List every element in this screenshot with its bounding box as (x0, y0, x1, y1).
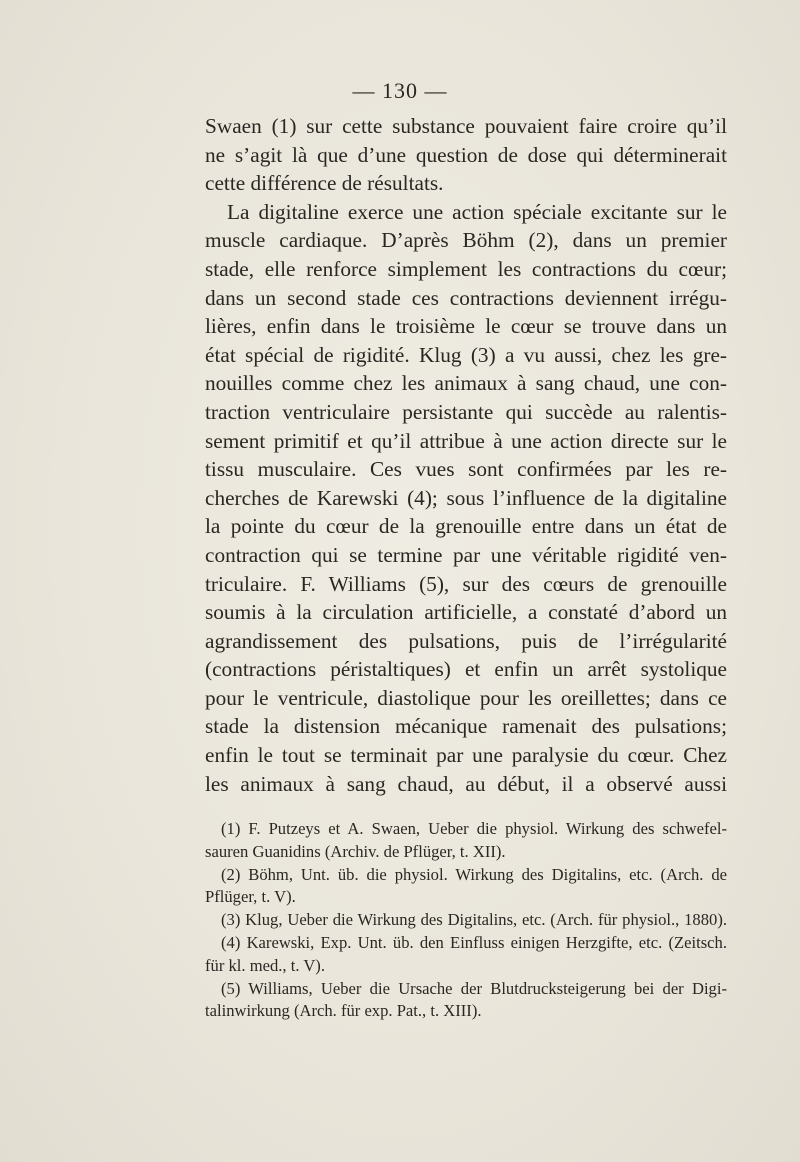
body-line: triculaire. F. Williams (5), sur des cœurs de grenouille (205, 571, 727, 596)
footnote-line: talinwirkung (Arch. für exp. Pat., t. XIII). (205, 1001, 482, 1021)
page-number: — 130 — (352, 78, 448, 103)
body-text (205, 112, 727, 798)
body-line: traction ventriculaire persistante qui succède au ralentis- (205, 399, 727, 424)
body-line: soumis à la circulation artificielle, a constaté d’abord un (205, 600, 727, 625)
body-line: nouilles comme chez les animaux à sang chaud, une con- (205, 371, 727, 396)
body-line: sement primitif et qu’il attribue à une action directe sur le (205, 428, 727, 453)
body-line: contraction qui se termine par une véritable rigidité ven- (205, 542, 727, 567)
body-line: stade la distension mécanique ramenait des pulsations; (205, 714, 727, 739)
footnote-line: (3) Klug, Ueber die Wirkung des Digitalins, etc. (Arch. für physiol., 1880). (221, 910, 727, 930)
body-line: agrandissement des pulsations, puis de l’irrégularité (205, 628, 727, 653)
body-line: pour le ventricule, diastolique pour les oreillettes; dans ce (205, 685, 727, 710)
footnote-line: (1) F. Putzeys et A. Swaen, Ueber die physiol. Wirkung des schwefel- (221, 819, 727, 838)
body-line: cette différence de résultats. (205, 171, 444, 196)
body-line: muscle cardiaque. D’après Böhm (2), dans un premier (205, 228, 727, 253)
body-line: (contractions péristaltiques) et enfin un arrêt systolique (205, 657, 727, 682)
body-line: cherches de Karewski (4); sous l’influence de la digitaline (205, 485, 727, 510)
body-line: état spécial de rigidité. Klug (3) a vu aussi, chez les gre- (205, 342, 727, 367)
body-line: la pointe du cœur de la grenouille entre dans un état de (205, 514, 727, 539)
body-line: les animaux à sang chaud, au début, il a observé aussi (205, 771, 727, 796)
body-line: enfin le tout se terminait par une paralysie du cœur. Chez (205, 743, 727, 768)
footnote-line: für kl. med., t. V). (205, 955, 325, 975)
body-line: dans un second stade ces contractions deviennent irrégu- (205, 285, 727, 310)
footnotes (205, 818, 727, 1023)
body-line: ne s’agit là que d’une question de dose qui déterminerait (205, 142, 727, 167)
body-line: tissu musculaire. Ces vues sont confirmées par les re- (205, 457, 727, 482)
footnote-line: (5) Williams, Ueber die Ursache der Blutdrucksteigerung bei der Digi- (221, 978, 727, 998)
footnote-line: (2) Böhm, Unt. üb. die physiol. Wirkung des Digitalins, etc. (Arch. de (221, 864, 727, 884)
body-line: stade, elle renforce simplement les contractions du cœur; (205, 256, 727, 281)
footnote-line: Pflüger, t. V). (205, 887, 296, 907)
body-line: Swaen (1) sur cette substance pouvaient faire croire qu’il (205, 114, 727, 138)
footnote-line: (4) Karewski, Exp. Unt. üb. den Einfluss einigen Herzgifte, etc. (Zeitsch. (221, 932, 727, 952)
footnote-line: sauren Guanidins (Archiv. de Pflüger, t. XII). (205, 841, 506, 861)
body-line: La digitaline exerce une action spéciale excitante sur le (227, 199, 727, 224)
body-line: lières, enfin dans le troisième le cœur se trouve dans un (205, 314, 727, 339)
